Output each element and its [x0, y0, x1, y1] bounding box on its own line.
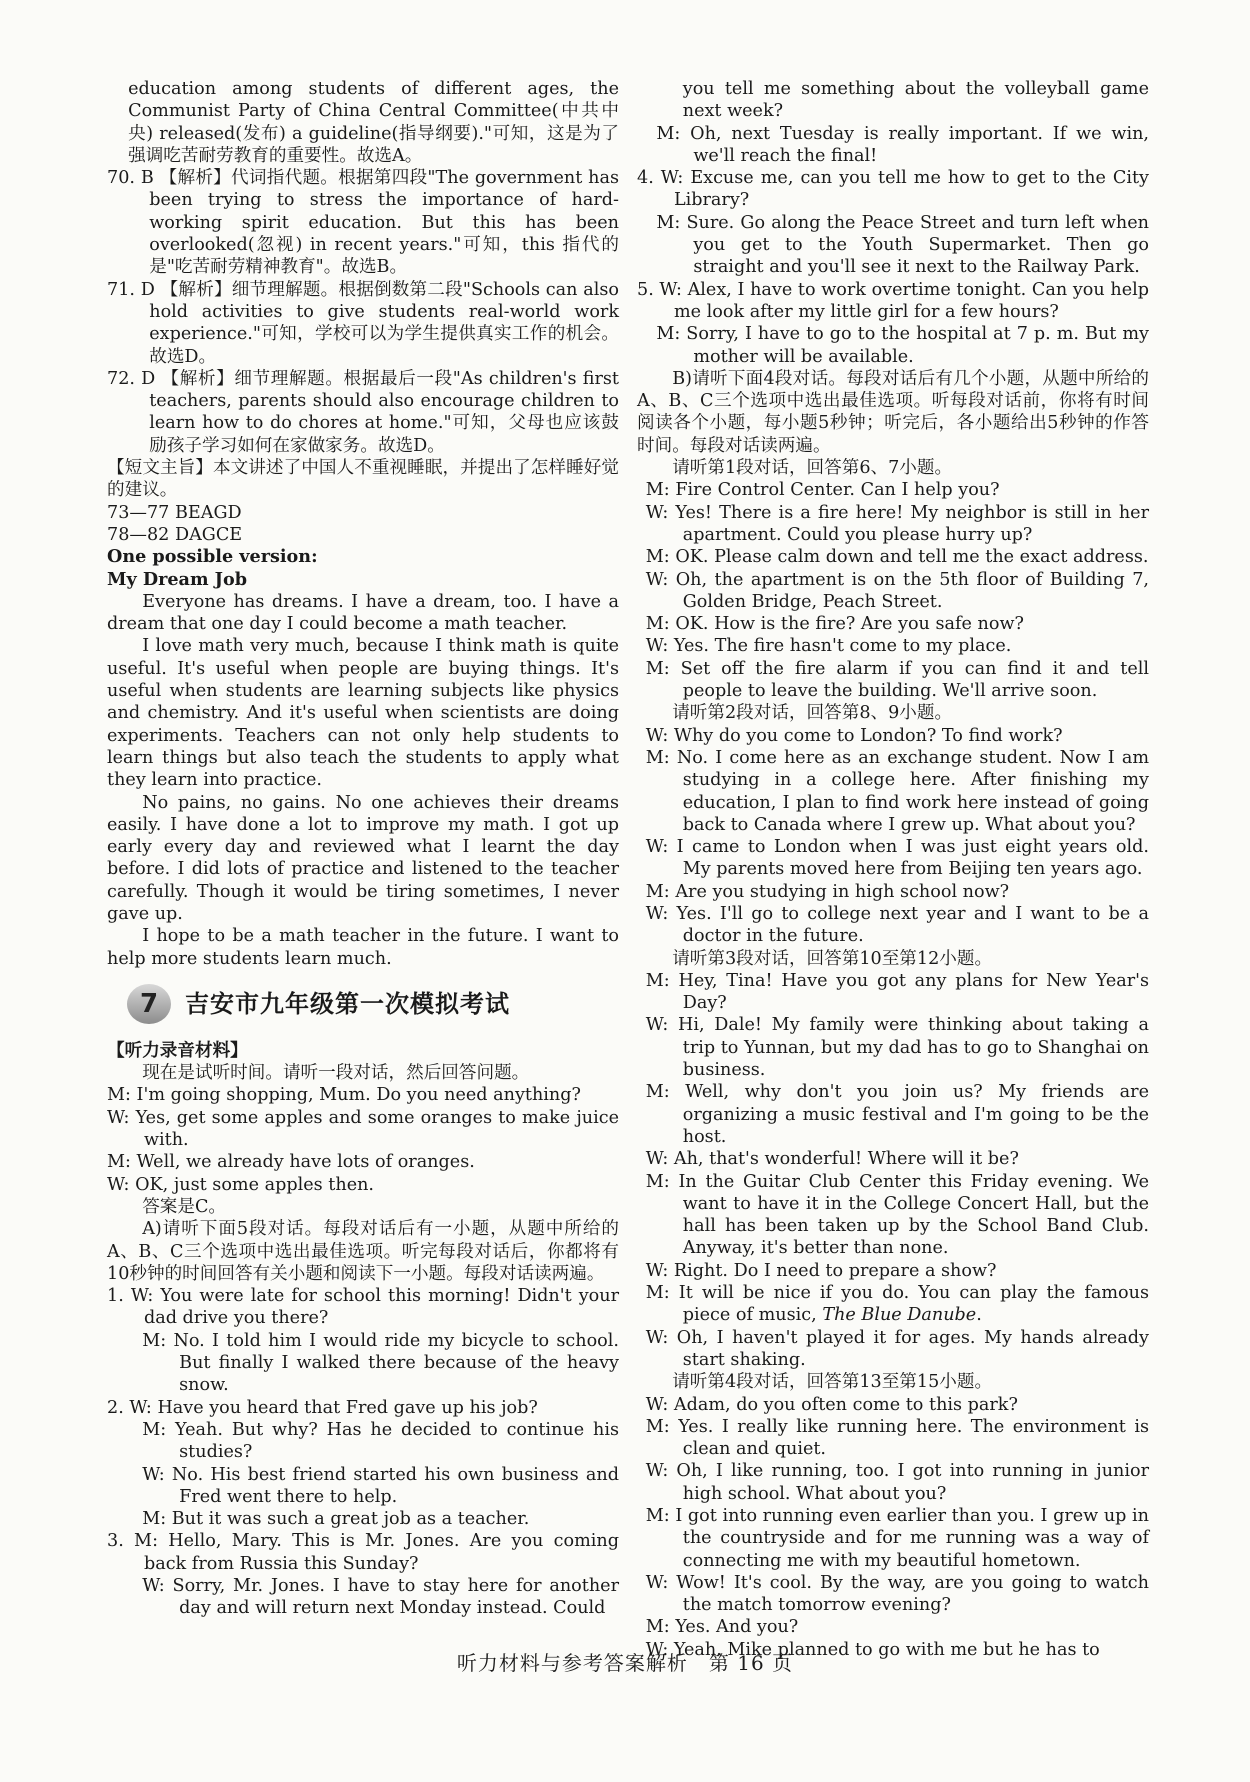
dialogue-line: W: Sorry, Mr. Jones. I have to stay here for another day and will return next Monday instead. Could — [142, 1576, 619, 1619]
dialogue-line: M: OK. Please calm down and tell me the exact address. — [645, 547, 1149, 568]
dialogue-line: M: No. I come here as an exchange student. Now I am studying in a college here. After finishing my education, I plan to find work here instead of going back to Canada where I grew up. What about you? — [645, 747, 1149, 835]
essay-paragraph: No pains, no gains. No one achieves their dreams easily. I have done a lot to improve my math. I got up early every day and reviewed what I learnt the day before. I did lots of practice and listened to the teacher carefully. Though it would be tiring sometimes, I never gave up. — [107, 792, 619, 924]
dialogue-line: W: Hi, Dale! My family were thinking about taking a trip to Yunnan, but my dad has to go to Shanghai on business. — [645, 1015, 1149, 1081]
dialogue-line: M: Hey, Tina! Have you got any plans for New Year's Day? — [645, 970, 1149, 1014]
dialogue-line: M: Sure. Go along the Peace Street and turn left when you get to the Youth Supermarket. Then go straight and you'll see it next to the Railway Park. — [656, 212, 1149, 278]
left-column — [107, 78, 619, 1620]
dialogue-line: W: Yes. I'll go to college next year and I want to be a doctor in the future. — [645, 903, 1149, 947]
dialogue-text: M: It will be nice if you do. You can play the famous piece of music, — [645, 1283, 1149, 1326]
dialogue-line: 2. W: Have you heard that Fred gave up his job? — [107, 1397, 538, 1418]
dialogue-line: W: No. His best friend started his own business and Fred went there to help. — [142, 1464, 619, 1507]
page-footer: 听力材料与参考答案解析 第 16 页 — [456, 1651, 794, 1675]
dialogue-line: W: Wow! It's cool. By the way, are you going to watch the match tomorrow evening? — [645, 1572, 1149, 1616]
dialogue-line: W: Oh, I like running, too. I got into running in junior high school. What about you? — [645, 1461, 1149, 1504]
conversation-intro: 请听第4段对话，回答第13至第15小题。 — [672, 1372, 993, 1393]
dialogue-line: M: Yes. I really like running here. The environment is clean and quiet. — [645, 1416, 1149, 1460]
dialogue-line: W: Oh, I haven't played it for ages. My hands already start shaking. — [645, 1327, 1149, 1370]
dialogue-line: W: Oh, the apartment is on the 5th floor of Building 7, Golden Bridge, Peach Street. — [645, 569, 1149, 612]
dialogue-line: M: Fire Control Center. Can I help you? — [645, 480, 1000, 501]
essay-paragraph: I hope to be a math teacher in the future. I want to help more students learn much. — [107, 926, 619, 969]
trial-line: M: Well, we already have lots of oranges. — [107, 1152, 475, 1173]
conversation-intro: 请听第3段对话，回答第10至第12小题。 — [672, 948, 993, 969]
answer-72: 72. D 【解析】细节理解题。根据最后一段"As children's first teachers, parents should also encourage children to learn how to do chores at home."可知，父母也应该鼓励孩子学习如何在家做家务。故选D。 — [107, 368, 619, 456]
dialogue-line: W: Yeah. Mike planned to go with me but he has to — [645, 1639, 1100, 1660]
version-label: One possible version: — [107, 546, 318, 568]
answer-70: 70. B 【解析】代词指代题。根据第四段"The government has been trying to stress the importance of hard-working spirit education. But this has been overlooked(忽视) in recent years."可知，this 指代的是"吃苦耐劳精神教育"。故选B。 — [107, 168, 619, 278]
dialogue-line: W: Yes. The fire hasn't come to my place. — [645, 636, 1012, 657]
dialogue-line: M: Yeah. But why? Has he decided to continue his studies? — [142, 1419, 619, 1463]
trial-line: M: I'm going shopping, Mum. Do you need anything? — [107, 1085, 581, 1106]
trial-answer: 答案是C。 — [142, 1196, 227, 1217]
dialogue-line: W: Ah, that's wonderful! Where will it be? — [645, 1149, 1019, 1170]
conversation-intro: 请听第2段对话，回答第8、9小题。 — [672, 703, 953, 724]
trial-intro: 现在是试听时间。请听一段对话，然后回答问题。 — [142, 1063, 530, 1084]
dialogue-line: M: Are you studying in high school now? — [645, 881, 1010, 902]
dialogue-line: W: Right. Do I need to prepare a show? — [645, 1260, 997, 1281]
listening-label: 【听力录音材料】 — [107, 1039, 248, 1061]
dialogue-line: M: No. I told him I would ride my bicycle to school. But finally I walked there because of the heavy snow. — [142, 1330, 619, 1396]
passage-gist: 【短文主旨】本文讲述了中国人不重视睡眠，并提出了怎样睡好觉的建议。 — [107, 458, 619, 501]
dialogue-line: M: In the Guitar Club Center this Friday evening. We want to have it in the College Concert Hall, but the hall has been taken up by the School Band Club. Anyway, it's better than none. — [645, 1171, 1149, 1259]
dialogue-line: M: Oh, next Tuesday is really important. If we win, we'll reach the final! — [656, 123, 1149, 166]
dialogue-line: M: But it was such a great job as a teacher. — [142, 1509, 530, 1530]
dialogue-line: W: Why do you come to London? To find work? — [645, 725, 1063, 746]
essay-paragraph: Everyone has dreams. I have a dream, too. I have a dream that one day I could become a math teacher. — [107, 591, 619, 635]
banner-title: 吉安市九年级第一次模拟考试 — [185, 989, 510, 1018]
dialogue-line: M: Well, why don't you join us? My friends are organizing a music festival and I'm going to be the host. — [645, 1082, 1149, 1147]
section-a-instructions: A)请听下面5段对话。每段对话后有一小题，从题中所给的A、B、C三个选项中选出最佳选项。听完每段对话后，你都将有10秒钟的时间回答有关小题和阅读下一小题。每段对话读两遍。 — [107, 1219, 619, 1284]
dialogue-line: M: OK. How is the fire? Are you safe now? — [645, 614, 1024, 635]
answer-71: 71. D 【解析】细节理解题。根据倒数第二段"Schools can also hold activities to give students real-world work experience."可知，学校可以为学生提供真实工作的机会。故选D。 — [107, 279, 619, 367]
dialogue-text: . — [976, 1305, 982, 1326]
banner-number: 7 — [127, 984, 171, 1024]
music-title: The Blue Danube — [822, 1305, 977, 1326]
dialogue-line: M: Set off the fire alarm if you can find it and tell people to leave the building. We'll arrive soon. — [645, 658, 1149, 702]
dialogue-line: you tell me something about the volleyball game next week? — [682, 79, 1149, 122]
section-banner — [107, 984, 619, 1024]
answer-73-77: 73—77 BEAGD — [107, 502, 242, 523]
conversation-intro: 请听第1段对话，回答第6、7小题。 — [672, 458, 953, 479]
dialogue-line: 4. W: Excuse me, can you tell me how to get to the City Library? — [637, 168, 1149, 211]
dialogue-line: W: Adam, do you often come to this park? — [645, 1394, 1018, 1415]
dialogue-line: 1. W: You were late for school this morning! Didn't your dad drive you there? — [107, 1286, 619, 1329]
essay-title: My Dream Job — [107, 568, 248, 590]
section-b-instructions: B)请听下面4段对话。每段对话后有几个小题，从题中所给的A、B、C三个选项中选出最佳选项。听每段对话前，你将有时间阅读各个小题，每小题5秒钟；听完后，各小题给出5秒钟的作答时间。每段对话读两遍。 — [637, 368, 1149, 456]
trial-line: W: OK, just some apples then. — [107, 1174, 375, 1195]
answer-78-82: 78—82 DAGCE — [107, 524, 243, 545]
answer-69-tail: education among students of different ages, the Communist Party of China Central Committee(中共中央) released(发布) a guideline(指导纲要)."可知，这是为了强调吃苦耐劳教育的重要性。故选A。 — [128, 79, 619, 166]
right-column — [637, 78, 1149, 1661]
dialogue-line: W: Yes! There is a fire here! My neighbor is still in her apartment. Could you please hurry up? — [645, 502, 1149, 545]
dialogue-line: 5. W: Alex, I have to work overtime tonight. Can you help me look after my little girl for a few hours? — [637, 279, 1149, 322]
dialogue-line: M: Yes. And you? — [645, 1617, 799, 1638]
dialogue-line — [637, 1282, 1149, 1327]
dialogue-line: M: Sorry, I have to go to the hospital at 7 p. m. But my mother will be available. — [656, 324, 1149, 367]
essay-paragraph: I love math very much, because I think math is quite useful. It's useful when people are buying things. It's useful when students are learning subjects like physics and chemistry. And it's useful when scientists are doing experiments. Teachers can not only help students to learn things but also teach the students to apply what they learn into practice. — [107, 636, 619, 791]
trial-line: W: Yes, get some apples and some oranges to make juice with. — [107, 1107, 619, 1151]
dialogue-line: 3. M: Hello, Mary. This is Mr. Jones. Are you coming back from Russia this Sunday? — [107, 1531, 619, 1574]
dialogue-line: W: I came to London when I was just eight years old. My parents moved here from Beijing ten years ago. — [645, 837, 1149, 880]
dialogue-line: M: I got into running even earlier than you. I grew up in the countryside and for me running was a way of connecting me with my beautiful hometown. — [645, 1506, 1149, 1571]
